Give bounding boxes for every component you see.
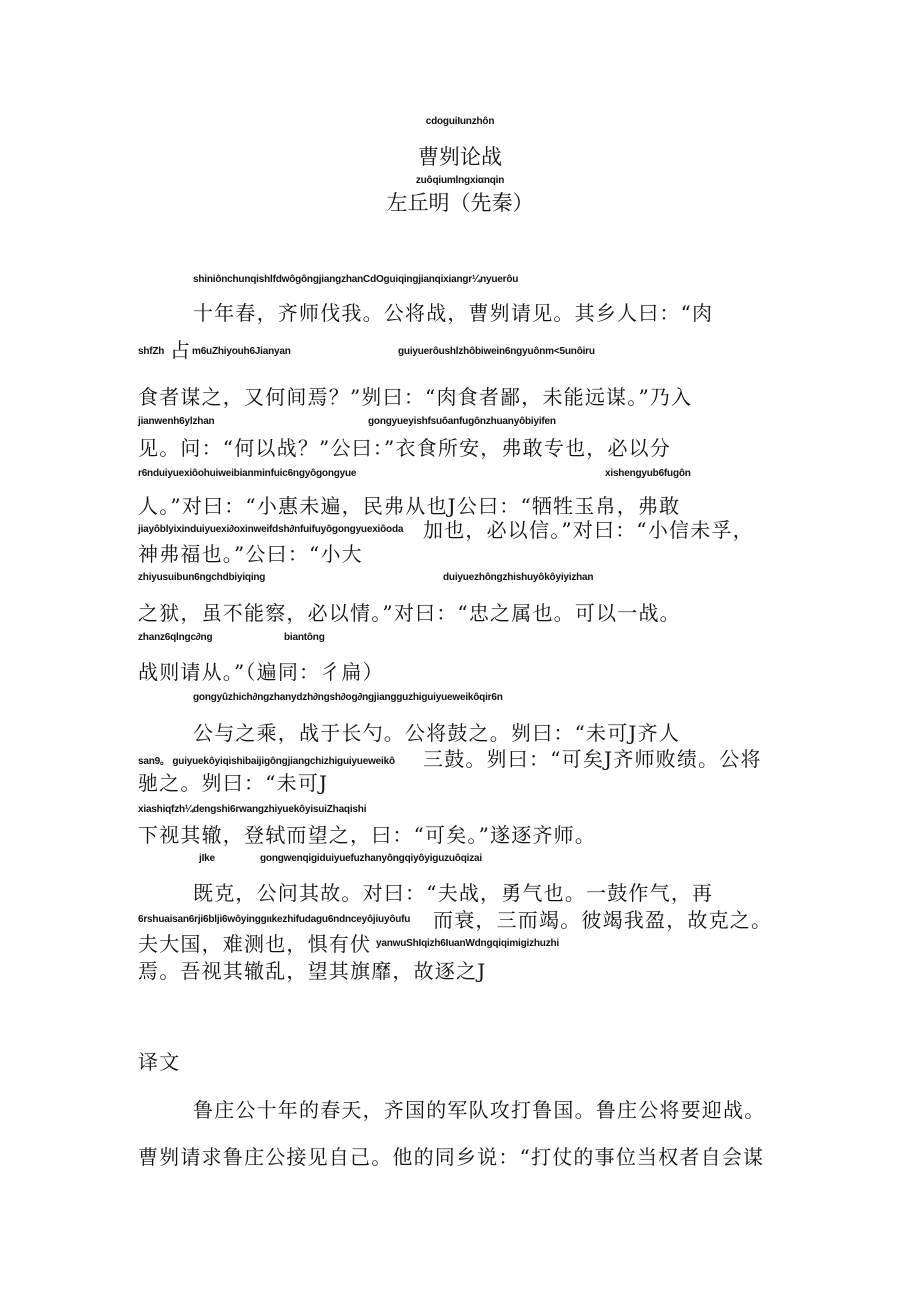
author-line: 左丘明（先秦） bbox=[386, 191, 534, 215]
author-pinyin: zuôqiumlngxiαnqin bbox=[415, 175, 505, 186]
pinyin-line: 6rshuaisan6rji6blji6wôyinggιιkezhifudagu6ndnceyôjiuyôufu bbox=[138, 914, 411, 925]
pinyin-line: gongyûzhich∂ngzhanydzh∂ngsh∂og∂ngjiangguzhiguiyueweikôqir6n bbox=[193, 692, 503, 703]
text-line: 之狱，虽不能察，必以情。”对曰：“忠之属也。可以一战。 bbox=[138, 601, 681, 625]
text-line: 人。”对曰：“小惠未遍，民弗从也J公曰：“牺牲玉帛，弗敢 bbox=[138, 494, 681, 518]
pinyin-line: shiniônchunqishlfdwôgôngjiangzhanCdOguiqingjianqixiangr¼nyuerôu bbox=[193, 274, 519, 285]
text-glyph: 占 bbox=[170, 338, 192, 362]
pinyin-line: gongwenqigiduiyuefuzhanyôngqiyôyiguzuôqizai bbox=[260, 853, 482, 864]
pinyin-line: biantông bbox=[284, 632, 325, 643]
pinyin-line: yanwuShIqizh6IuanWdngqiqimigizhuzhi bbox=[376, 938, 559, 949]
text-line: 食者谋之，又何间焉？”刿曰：“肉食者鄙，未能远谋。”乃入 bbox=[138, 385, 693, 409]
pinyin-line: zhiyusuibun6ngchdbiyiqing bbox=[138, 572, 266, 583]
page-title: 曹刿论战 bbox=[418, 145, 502, 169]
text-line: 夫大国，难测也，惧有伏 bbox=[138, 932, 372, 956]
pinyin-line: jIke bbox=[199, 853, 215, 864]
text-line: 神弗福也。”公曰：“小大 bbox=[138, 542, 363, 566]
translation-line: 鲁庄公十年的春天，齐国的军队攻打鲁国。鲁庄公将要迎战。 bbox=[193, 1098, 766, 1122]
translation-line: 曹刿请求鲁庄公接见自己。他的同乡说：“打仗的事位当权者自会谋 bbox=[138, 1145, 765, 1169]
pinyin-line: jiayôblyixinduiyuexi∂oxinweifdsh∂nfuifuyôgongyuexiôoda bbox=[138, 524, 404, 535]
text-line: 焉。吾视其辙乱，望其旗靡，故逐之J bbox=[138, 959, 487, 983]
text-line: 十年春，齐师伐我。公将战，曹刿请见。其乡人曰：“肉 bbox=[193, 301, 714, 325]
pinyin-line: jianwenh6ylzhan bbox=[138, 416, 215, 427]
pinyin-line: san9。 guiyuekôyiqishibaijigôngjiangchizhiguiyueweikô bbox=[138, 756, 395, 767]
pinyin-line: xishengyub6fugôn bbox=[605, 468, 691, 479]
pinyin-line: r6nduiyuexiôohuiweibianminfuic6ngyôgongyue bbox=[138, 468, 357, 479]
text-line: 加也，必以信。”对曰：“小信未孚， bbox=[423, 518, 754, 542]
pinyin-line: duiyuezhôngzhishuyôkôyiyizhan bbox=[443, 572, 594, 583]
text-line: 下视其辙，登轼而望之，曰：“可矣。”遂逐齐师。 bbox=[138, 823, 597, 847]
text-line: 驰之。刿曰：“未可J bbox=[138, 771, 329, 795]
text-line: 公与之乘，战于长勺。公将鼓之。刿曰：“未可J齐人 bbox=[193, 721, 681, 745]
pinyin-line: shfZh bbox=[138, 346, 165, 357]
pinyin-line: zhanz6qlngc∂ng bbox=[138, 632, 213, 643]
pinyin-line: guiyuerôushlzhôbiwein6ngyuônm<5unôiru bbox=[398, 346, 595, 357]
text-line: 而衰，三而竭。彼竭我盈，故克之。 bbox=[433, 908, 773, 932]
pinyin-line: m6uZhiyouh6Jianyan bbox=[192, 346, 291, 357]
pinyin-line: xiashiqfzh¼dengshi6rwangzhiyuekôyisuiZhaqishi bbox=[138, 804, 367, 815]
text-line: 战则请从。”（遍同：彳扁） bbox=[138, 660, 384, 684]
text-line: 既克，公问其故。对曰：“夫战，勇气也。一鼓作气，再 bbox=[193, 881, 714, 905]
translation-heading: 译文 bbox=[138, 1050, 181, 1074]
text-line: 三鼓。刿曰：“可矣J齐师败绩。公将 bbox=[423, 747, 762, 771]
text-line: 见。问：“何以战？”公曰：”衣食所安，弗敢专也，必以分 bbox=[138, 436, 672, 460]
pinyin-line: gongyueyishfsuôanfugônzhuanyôbiyifen bbox=[368, 416, 556, 427]
title-pinyin: cdoguiIunzhôn bbox=[425, 116, 495, 127]
